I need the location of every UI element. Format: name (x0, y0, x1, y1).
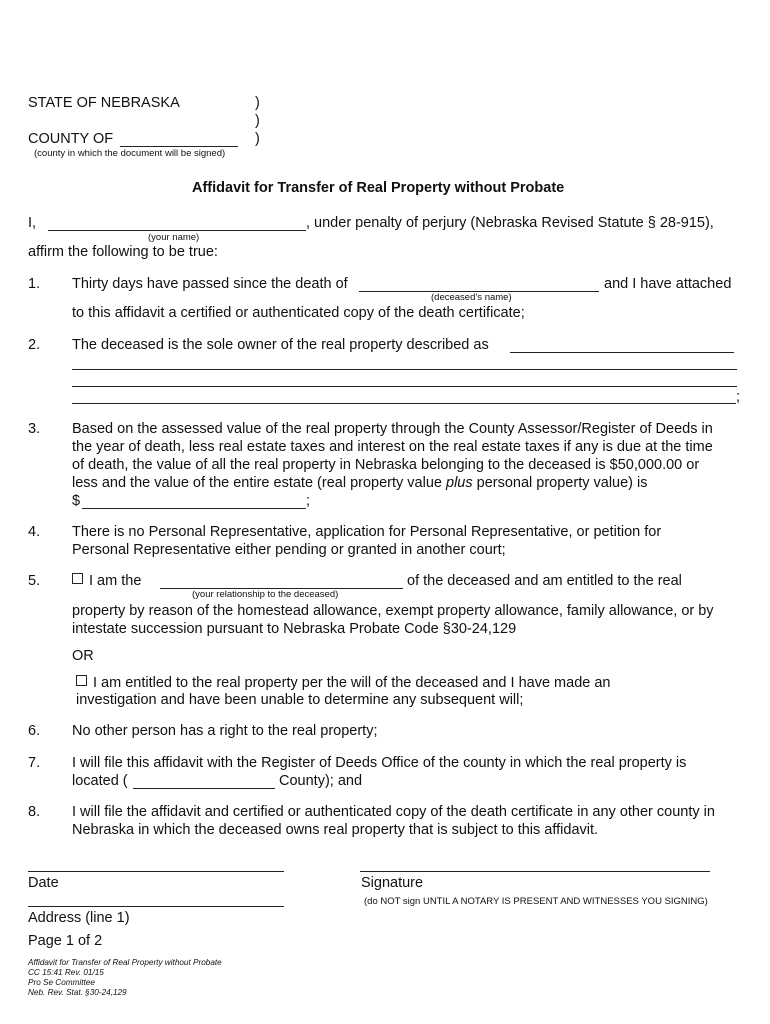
relationship-hint: (your relationship to the deceased) (192, 589, 339, 600)
name-hint: (your name) (148, 232, 200, 243)
item-number: 3. (28, 421, 41, 437)
item-3-line: Based on the assessed value of the real property through the County Assessor/Register of Deeds in (72, 421, 713, 437)
footer-line: CC 15:41 Rev. 01/15 (28, 968, 104, 977)
property-description-field[interactable] (72, 403, 736, 404)
bracket: ) (255, 131, 260, 147)
item-number: 1. (28, 276, 41, 292)
deceased-hint: (deceased’s name) (431, 292, 512, 303)
item-number: 2. (28, 337, 41, 353)
document-title: Affidavit for Transfer of Real Property without Probate (192, 180, 565, 196)
intro-perjury: , under penalty of perjury (Nebraska Revised Statute § 28-915), (306, 215, 714, 231)
item-number: 7. (28, 755, 41, 771)
date-field[interactable] (28, 871, 284, 872)
item-2-end: ; (736, 389, 741, 405)
footer-line: Pro Se Committee (28, 978, 95, 987)
item-2-text: The deceased is the sole owner of the real property described as (72, 337, 489, 353)
address-label: Address (line 1) (28, 910, 130, 926)
checkbox-will[interactable] (76, 675, 87, 686)
footer-line: Neb. Rev. Stat. §30-24,129 (28, 988, 127, 997)
item-5-option-b-line: investigation and have been unable to determine any subsequent will; (76, 692, 524, 708)
your-name-field[interactable] (48, 230, 306, 231)
item-1-text: Thirty days have passed since the death of (72, 276, 348, 292)
county-field[interactable] (120, 146, 238, 147)
item-5-line: property by reason of the homestead allowance, exempt property allowance, family allowance, or by (72, 603, 714, 619)
item-5-line: intestate succession pursuant to Nebraska Probate Code §30-24,129 (72, 621, 517, 637)
property-description-field[interactable] (510, 352, 734, 353)
page-number: Page 1 of 2 (28, 933, 103, 949)
item-3-line: less and the value of the entire estate (real property value plus personal property value) is (72, 475, 648, 491)
property-description-field[interactable] (72, 369, 737, 370)
bracket: ) (255, 95, 260, 111)
item-number: 8. (28, 804, 41, 820)
item-1-text-b: and I have attached (604, 276, 732, 292)
item-6-text: No other person has a right to the real property; (72, 723, 378, 739)
footer-line: Affidavit for Transfer of Real Property without Probate (28, 958, 222, 967)
county-filing-field[interactable] (133, 788, 275, 789)
item-7-line-b: County); and (279, 773, 363, 789)
intro-affirm: affirm the following to be true: (28, 244, 218, 260)
address-field[interactable] (28, 906, 284, 907)
item-4-line: Personal Representative either pending or granted in another court; (72, 542, 506, 558)
item-5-text-b: of the deceased and am entitled to the real (407, 573, 682, 589)
checkbox-relationship[interactable] (72, 573, 83, 584)
item-3-line: the year of death, less real estate taxes and interest on the real estate taxes if any is due at the time (72, 439, 713, 455)
bracket: ) (255, 113, 260, 129)
county-hint: (county in which the document will be signed) (34, 148, 226, 159)
item-number: 6. (28, 723, 41, 739)
item-7-line-a: located ( (72, 773, 128, 789)
item-7-line: I will file this affidavit with the Register of Deeds Office of the county in which the real property is (72, 755, 687, 771)
item-3-line: of death, the value of all the real property in Nebraska belonging to the deceased is $50,000.00 or (72, 457, 700, 473)
item-5-or: OR (72, 648, 94, 664)
estate-value-field[interactable] (82, 508, 306, 509)
item-number: 4. (28, 524, 41, 540)
item-1-text-c: to this affidavit a certified or authenticated copy of the death certificate; (72, 305, 525, 321)
item-4-line: There is no Personal Representative, application for Personal Representative, or petition for (72, 524, 662, 540)
item-5-option-a: I am the (72, 573, 141, 589)
dollar-sign: $ (72, 493, 81, 509)
item-8-line: I will file the affidavit and certified or authenticated copy of the death certificate in any other county in (72, 804, 715, 820)
county-label: COUNTY OF (28, 131, 114, 147)
item-number: 5. (28, 573, 41, 589)
state-label: STATE OF NEBRASKA (28, 95, 180, 111)
date-label: Date (28, 875, 59, 891)
property-description-field[interactable] (72, 386, 737, 387)
item-8-line: Nebraska in which the deceased owns real property that is subject to this affidavit. (72, 822, 599, 838)
signature-label: Signature (361, 875, 424, 891)
item-3-end: ; (306, 493, 311, 509)
intro-i: I, (28, 215, 37, 231)
signature-field[interactable] (360, 871, 710, 872)
item-5-option-b: I am entitled to the real property per the will of the deceased and I have made an (76, 675, 610, 691)
sign-note: (do NOT sign UNTIL A NOTARY IS PRESENT AND WITNESSES YOU SIGNING) (364, 896, 708, 907)
